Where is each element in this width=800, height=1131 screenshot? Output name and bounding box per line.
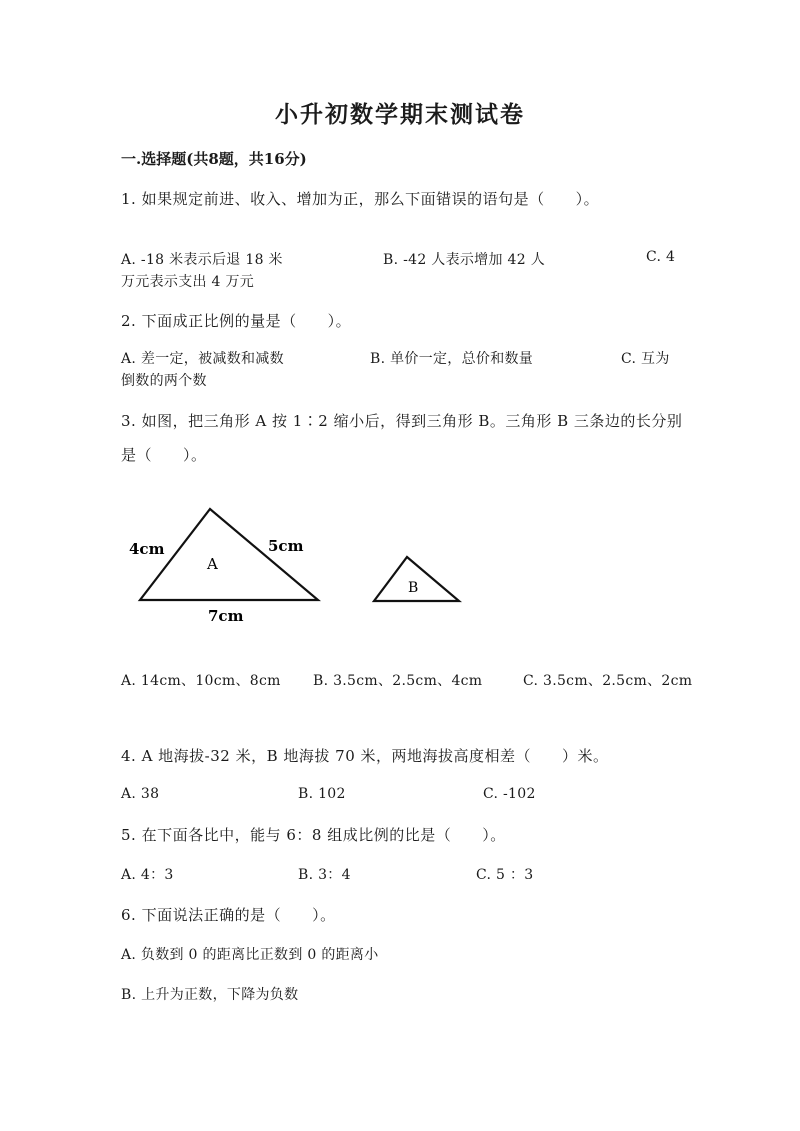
question-3-text-line-1: 3. 如图，把三角形 A 按 1∶2 缩小后，得到三角形 B。三角形 B 三条边的长分别 (121, 412, 683, 430)
left-side-length-label: 4cm (129, 540, 165, 558)
question-3-option-a: A. 14cm、10cm、8cm (121, 673, 281, 689)
question-6-option-b: B. 上升为正数，下降为负数 (121, 987, 299, 1003)
bottom-side-length-label: 7cm (208, 607, 244, 625)
question-5-text: 5. 在下面各比中，能与 6：8 组成比例的比是（ ）。 (121, 826, 506, 844)
question-4-option-b: B. 102 (298, 786, 346, 802)
question-3-option-b: B. 3.5cm、2.5cm、4cm (313, 673, 483, 689)
question-2-option-b: B. 单价一定，总价和数量 (370, 351, 534, 367)
question-5-option-b: B. 3：4 (298, 867, 351, 883)
question-2-option-c: C. 互为 (621, 351, 670, 367)
question-6-text: 6. 下面说法正确的是（ ）。 (121, 906, 336, 924)
question-2-text: 2. 下面成正比例的量是（ ）。 (121, 312, 352, 330)
question-5-option-a: A. 4：3 (121, 867, 174, 883)
section-heading: 一.选择题(共8题，共16分) (121, 150, 307, 168)
question-6-option-a: A. 负数到 0 的距离比正数到 0 的距离小 (121, 947, 379, 963)
question-4-text: 4. A 地海拔-32 米，B 地海拔 70 米，两地海拔高度相差（ ）米。 (121, 747, 609, 765)
page-title: 小升初数学期末测试卷 (275, 101, 525, 128)
question-2-option-a: A. 差一定，被减数和减数 (121, 351, 284, 367)
question-5-option-c: C. 5 ：3 (476, 867, 534, 883)
question-1-option-a: A. -18 米表示后退 18 米 (121, 252, 283, 268)
question-1-option-c-continued: 万元表示支出 4 万元 (121, 274, 255, 290)
question-1-option-b: B. -42 人表示增加 42 人 (383, 252, 545, 268)
question-3-text-line-2: 是（ ）。 (121, 446, 207, 464)
right-side-length-label: 5cm (268, 537, 304, 555)
question-4-option-c: C. -102 (483, 786, 536, 802)
triangle-a-label: A (207, 555, 218, 573)
triangle-figure (120, 498, 480, 638)
question-1-option-c: C. 4 (646, 249, 676, 265)
triangle-b-label: B (408, 580, 419, 596)
question-2-option-c-continued: 倒数的两个数 (121, 373, 207, 389)
question-4-option-a: A. 38 (121, 786, 160, 802)
question-3-option-c: C. 3.5cm、2.5cm、2cm (523, 673, 693, 689)
question-1-text: 1. 如果规定前进、收入、增加为正，那么下面错误的语句是（ ）。 (121, 190, 600, 208)
